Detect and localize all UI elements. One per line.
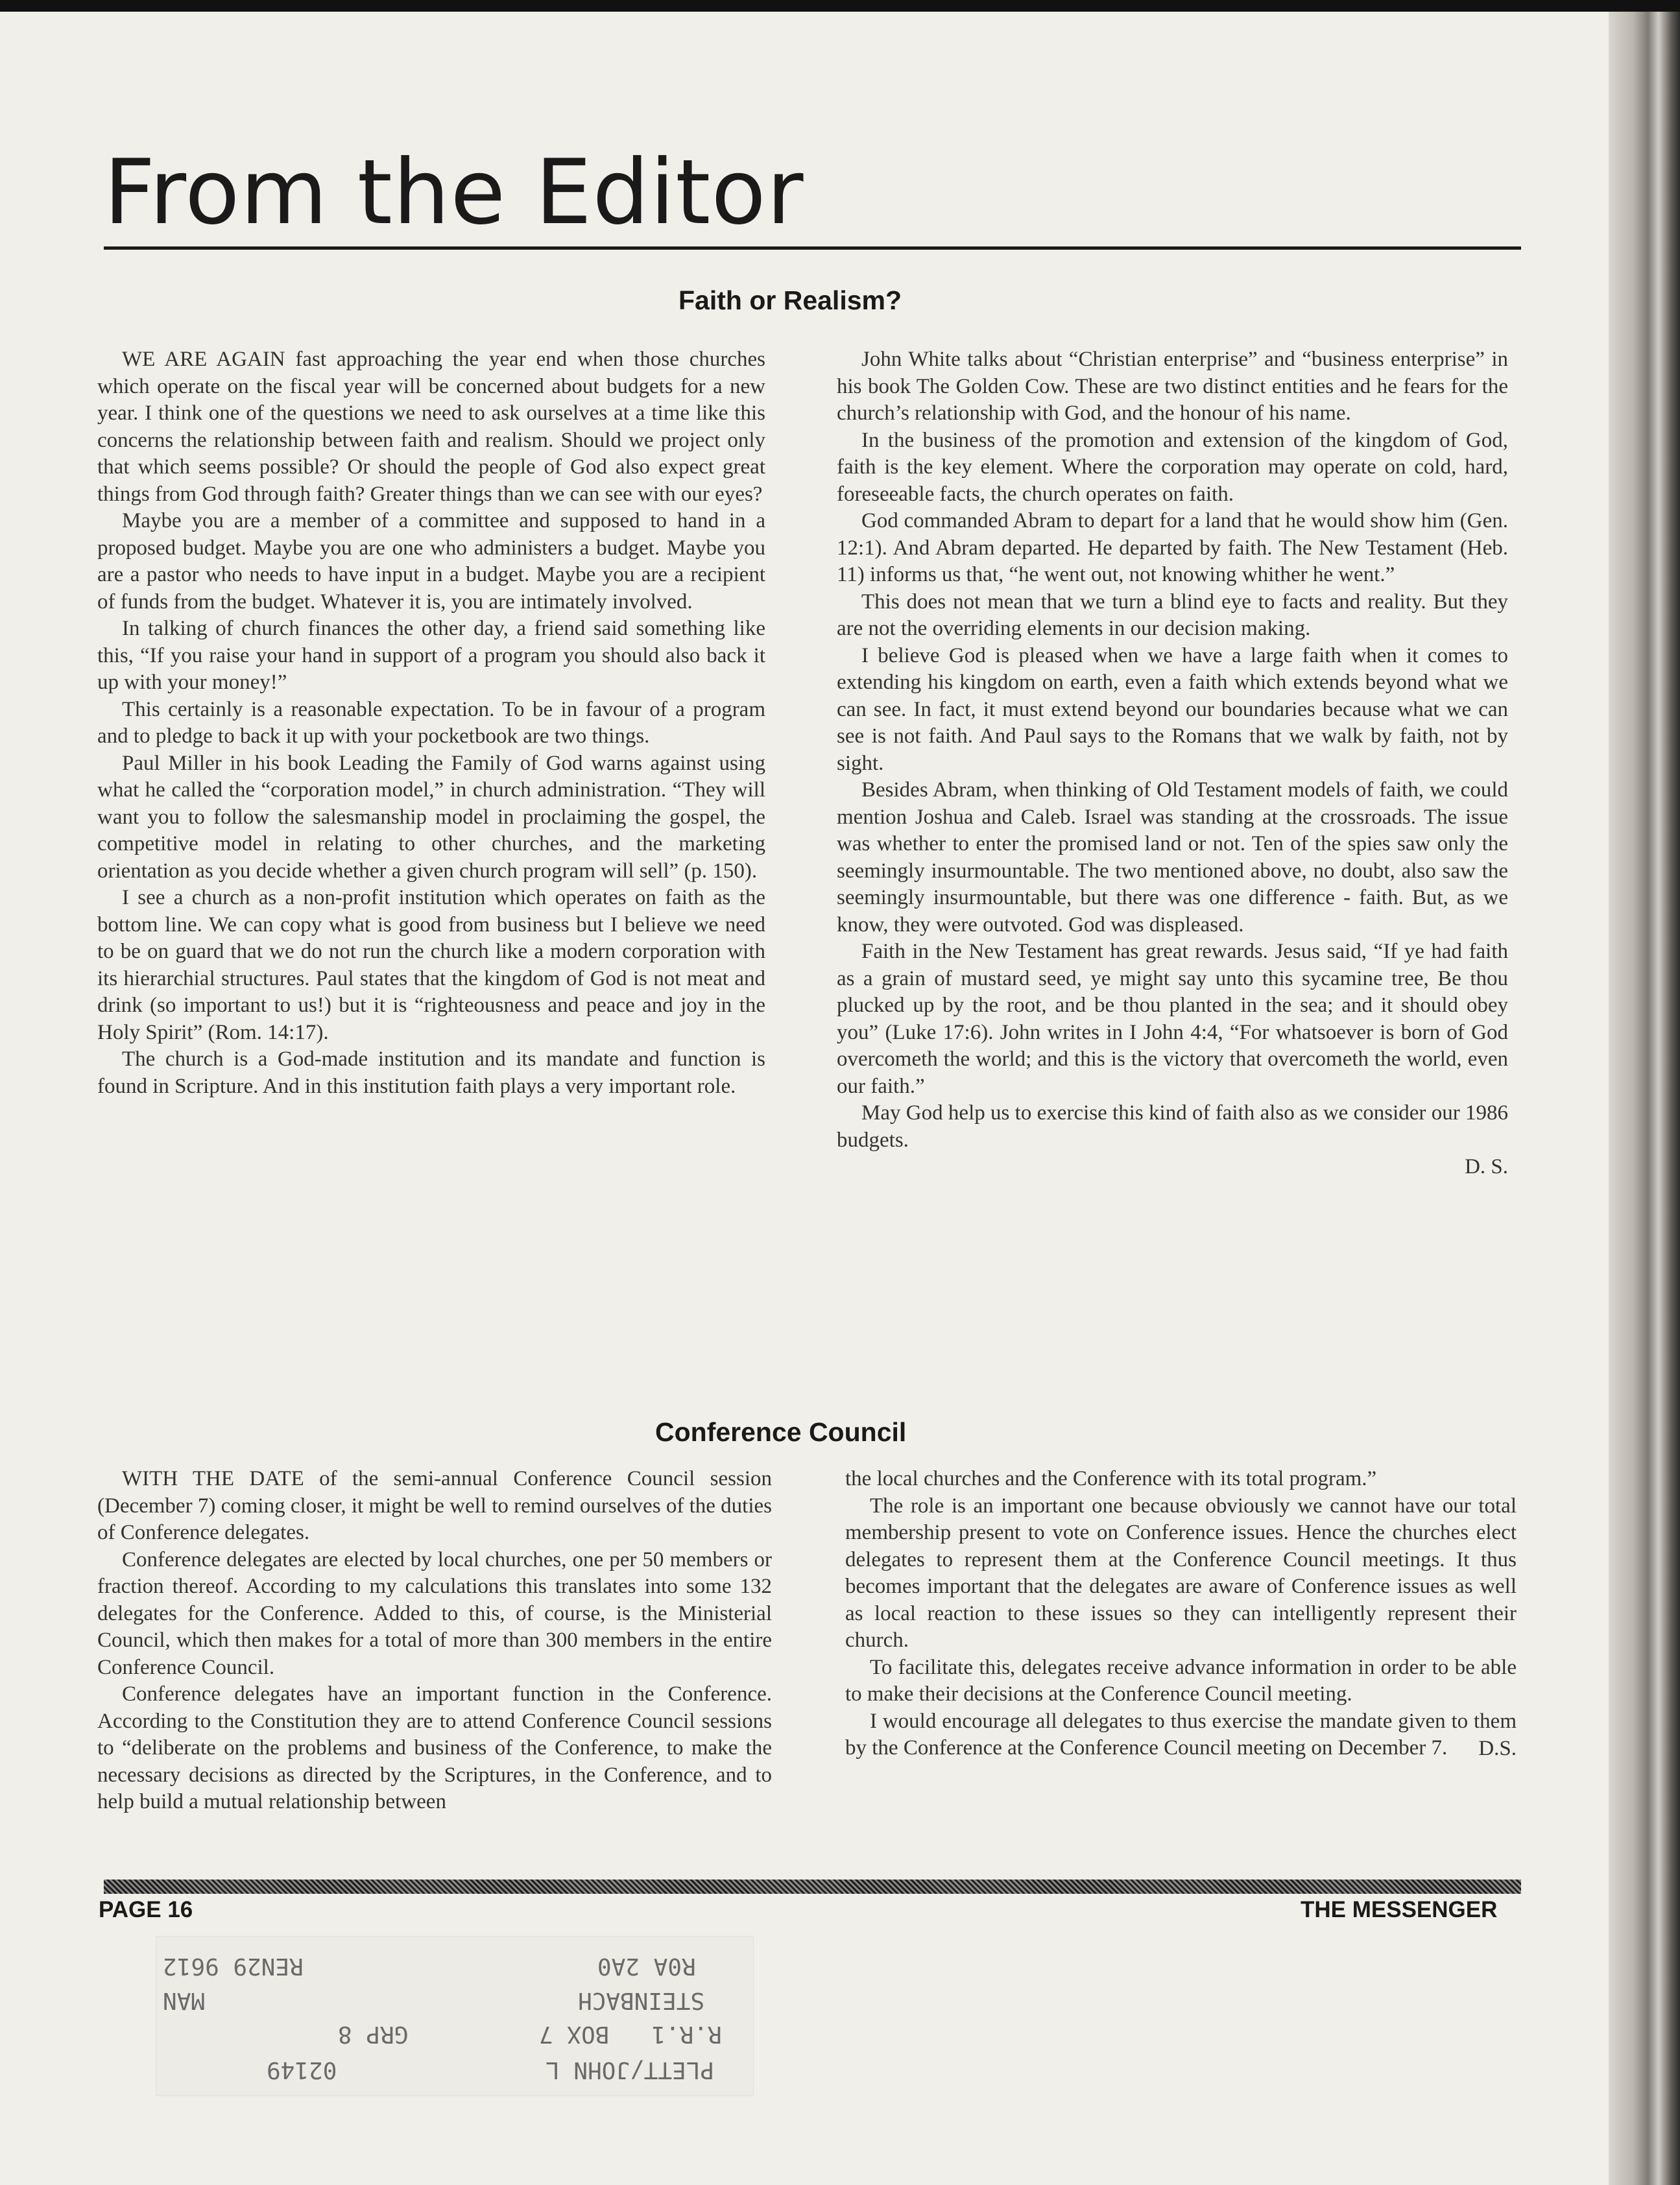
paragraph-continued: the local churches and the Conference with its total program.” (845, 1467, 1377, 1490)
paragraph: The church is a God-made institution and its mandate and function is found in Scripture. And in this institution faith plays a very important role. (97, 1047, 765, 1098)
label-postal-line: R0A 2A0 (597, 1953, 696, 1979)
scan-right-edge (1609, 12, 1680, 2185)
paragraph: This certainly is a reasonable expectation. To be in favour of a program and to pledge to back it up with your pocketbook are two things. (97, 697, 765, 748)
mailing-label (156, 1936, 754, 2096)
paragraph: This does not mean that we turn a blind eye to facts and reality. But they are not the overriding elements in our decision making. (837, 590, 1508, 640)
paragraph: I would encourage all delegates to thus exercise the mandate given to them by the Conference at the Conference Council meeting on December 7. (845, 1709, 1517, 1760)
paragraph: Conference delegates have an important function in the Conference. According to the Constitution they are to attend Conference Council sessions to “deliberate on the problems and business of the Conference, to make the necessary decisions as directed by the Scriptures, in the Conference, and to help build a mutual relationship between (97, 1682, 772, 1813)
page-number: PAGE 16 (99, 1897, 193, 1922)
scan-top-border (0, 0, 1680, 12)
article1-column-right (837, 346, 1508, 1181)
closing-paragraph (837, 1100, 1508, 1154)
paragraph: The role is an important one because obviously we cannot have our total membership present to vote on Conference issues. Hence the churches elect delegates to represent them at the Conference Council meetings. It thus becomes important that the delegates are aware of Conference issues as well as local reaction to these issues so they can intelligently represent their church. (845, 1494, 1517, 1652)
publication-name: THE MESSENGER (1301, 1897, 1498, 1922)
label-code: GRP 8 (338, 2021, 409, 2048)
label-code: MAN (163, 1987, 206, 2014)
paragraph: In the business of the promotion and extension of the kingdom of God, faith is the key element. Where the corporation may operate on cold, hard, foreseeable facts, the church operates on faith. (837, 428, 1508, 506)
paragraph: May God help us to exercise this kind of faith also as we consider our 1986 budgets. (837, 1101, 1508, 1152)
paragraph: Maybe you are a member of a committee and supposed to hand in a proposed budget. Maybe you are one who administers a budget. Maybe you are a pastor who needs to have input in a budget. Maybe you are a recipient of funds from the budget. Whatever it is, you are intimately involved. (97, 509, 765, 614)
article2-column-right (845, 1466, 1517, 1762)
footer-divider (104, 1880, 1521, 1894)
article2-column-left (97, 1466, 772, 1816)
label-code: 02149 (267, 2057, 337, 2083)
paragraph: I believe God is pleased when we have a large faith when it comes to extending his kingdom on earth, even a faith which extends beyond what we can see. In fact, it must extend beyond our boundaries because what we can see is not faith. And Paul says to the Romans that we walk by faith, not by sight. (837, 643, 1508, 775)
author-signature: D.S. (1478, 1736, 1517, 1760)
heading-rule (104, 246, 1521, 250)
paragraph: Faith in the New Testament has great rewards. Jesus said, “If ye had faith as a grain of mustard seed, ye might say unto this sycamine tree, Be thou plucked up by the root, and be thou planted in the sea; and it should obey you” (Luke 17:6). John writes in I John 4:4, “For whatsoever is born of God overcometh the world; and this is the victory that overcometh the world, even our faith.” (837, 940, 1508, 1098)
article-title-faith-or-realism: Faith or Realism? (678, 285, 902, 315)
paragraph: WE ARE AGAIN fast approaching the year end when those churches which operate on the fiscal year will be concerned about budgets for a new year. I think one of the questions we need to ask ourselves at a time like this concerns the relationship between faith and realism. Should we project only that which seems possible? Or should the people of God also expect great things from God through faith? Greater things than we can see with our eyes? (97, 348, 765, 506)
label-name-line: PLETT/JOHN L (546, 2057, 715, 2083)
article1-column-left (97, 346, 765, 1100)
paragraph: In talking of church finances the other day, a friend said something like this, “If you raise your hand in support of a program you should also back it up with your money!” (97, 617, 765, 694)
paragraph: To facilitate this, delegates receive advance information in order to be able to make their decisions at the Conference Council meeting. (845, 1655, 1517, 1706)
page-heading: From the Editor (104, 140, 804, 245)
label-address-line: R.R.1 BOX 7 (539, 2021, 722, 2048)
paragraph: I see a church as a non-profit institution which operates on faith as the bottom line. We can copy what is good from business but I believe we need to be on guard that we do not run the church like a modern corporation with its hierarchial structures. Paul states that the kingdom of God is not meat and drink (so important to us!) but it is “righteousness and peace and joy in the Holy Spirit” (Rom. 14:17). (97, 886, 765, 1044)
author-signature: D. S. (1465, 1155, 1508, 1178)
article-title-conference-council: Conference Council (655, 1417, 907, 1447)
paragraph: WITH THE DATE of the semi-annual Conference Council session (December 7) coming closer, it might be well to remind ourselves of the duties of Conference delegates. (97, 1467, 772, 1544)
label-city-line: STEINBACH (578, 1987, 705, 2014)
paragraph: God commanded Abram to depart for a land that he would show him (Gen. 12:1). And Abram departed. He departed by faith. The New Testament (Heb. 11) informs us that, “he went out, not knowing whither he went.” (837, 509, 1508, 586)
paragraph: John White talks about “Christian enterprise” and “business enterprise” in his book The Golden Cow. These are two distinct entities and he fears for the church’s relationship with God, and the honour of his name. (837, 348, 1508, 425)
paragraph: Paul Miller in his book Leading the Family of God warns against using what he called the “corporation model,” in church administration. “They will want you to follow the salesmanship model in proclaiming the gospel, the competitive model in relating to other churches, and the marketing orientation as you decide whether a given church program will sell” (p. 150). (97, 751, 765, 883)
paragraph: Conference delegates are elected by local churches, one per 50 members or fraction thereof. According to my calculations this translates into some 132 delegates for the Conference. Added to this, of course, is the Ministerial Council, which then makes for a total of more than 300 members in the entire Conference Council. (97, 1547, 772, 1679)
paragraph: Besides Abram, when thinking of Old Testament models of faith, we could mention Joshua and Caleb. Israel was standing at the crossroads. The issue was whether to enter the promised land or not. Ten of the spies saw only the seemingly insurmountable. The two mentioned above, no doubt, also saw the seemingly insurmountable, but there was one difference - faith. But, as we know, they were outvoted. God was displeased. (837, 778, 1508, 937)
label-code: REN29 9612 (163, 1953, 304, 1979)
